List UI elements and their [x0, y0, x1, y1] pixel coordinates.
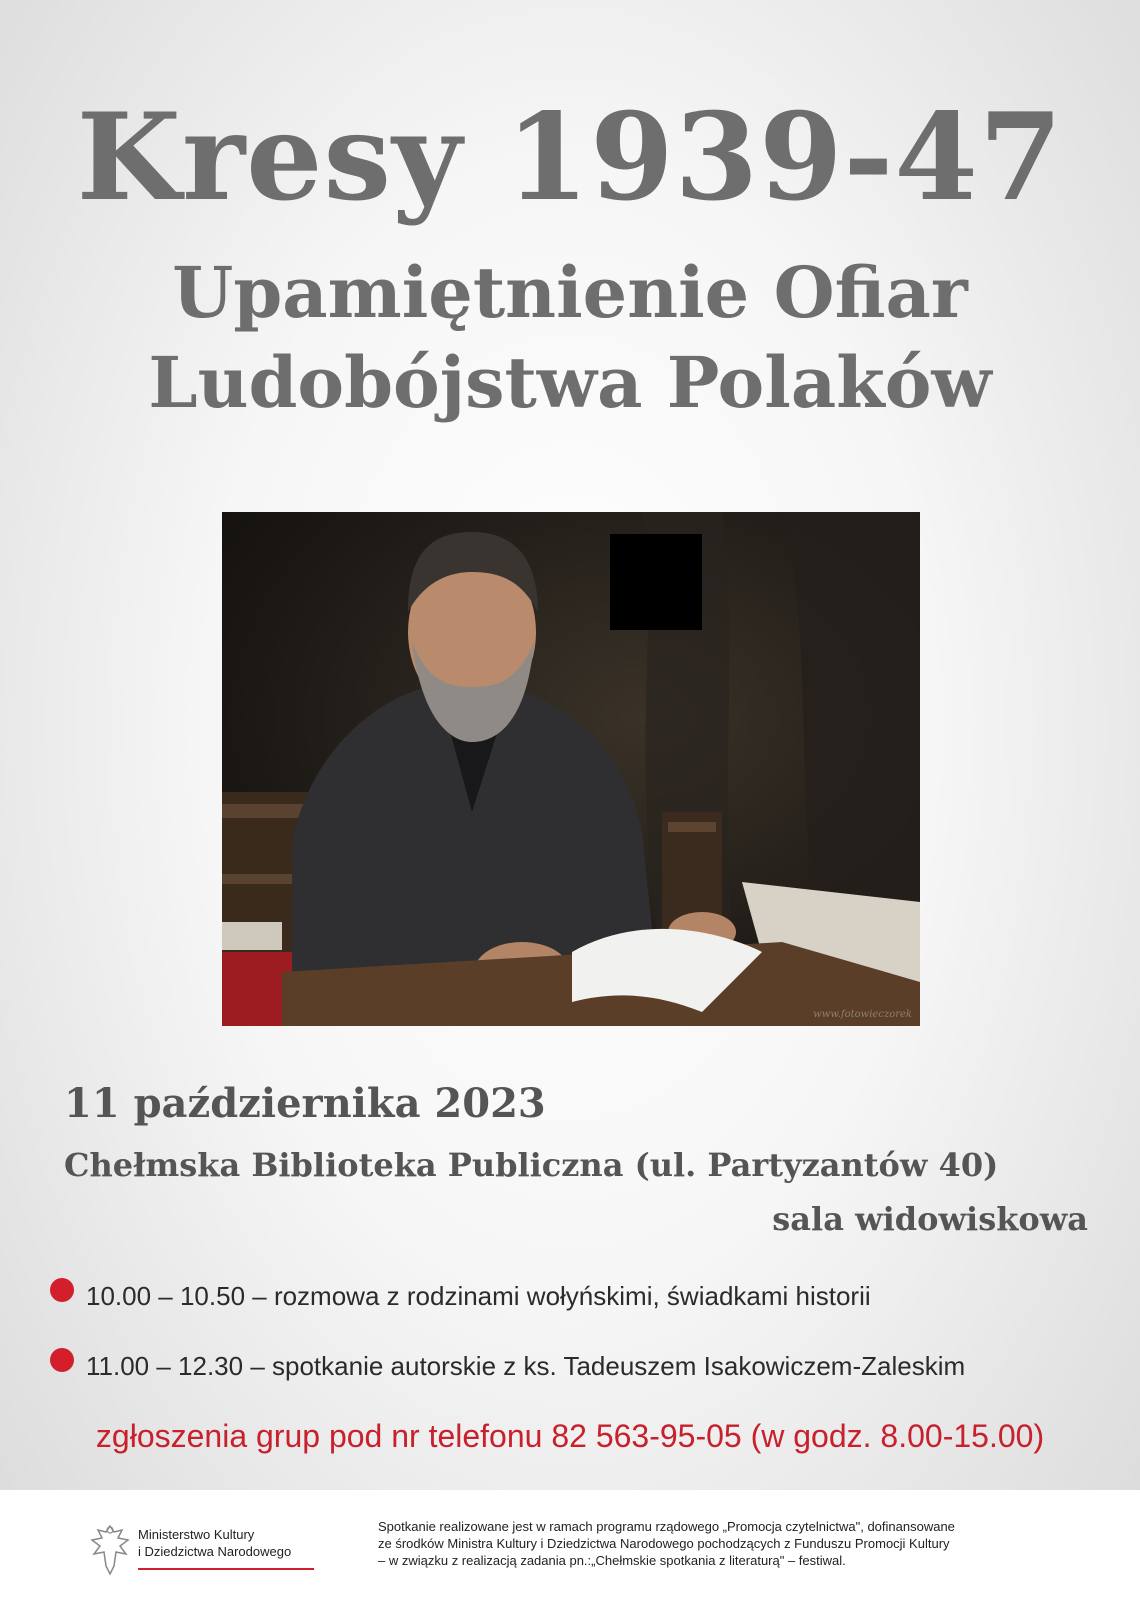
subtitle-line-2: Ludobójstwa Polaków [148, 341, 992, 424]
event-hall: sala widowiskowa [772, 1200, 1088, 1238]
funding-line: Spotkanie realizowane jest w ramach programu rządowego „Promocja czytelnictwa", dofinansowane [378, 1519, 955, 1534]
ministry-name-line-1: Ministerstwo Kultury [138, 1527, 255, 1542]
ministry-name-line-2: i Dziedzictwa Narodowego [138, 1544, 292, 1559]
speaker-illustration [222, 512, 920, 1026]
funding-line: ze środków Ministra Kultury i Dziedzictwa Narodowego pochodzących z Funduszu Promocji Kultury [378, 1536, 950, 1551]
ministry-name [138, 1526, 291, 1560]
contact-info: zgłoszenia grup pod nr telefonu 82 563-95-05 (w godz. 8.00-15.00) [95, 1418, 1045, 1454]
bullet-dot-icon [50, 1348, 74, 1372]
footer [0, 1490, 1140, 1614]
funding-note [378, 1518, 1108, 1569]
schedule-item [50, 1348, 965, 1384]
subtitle-line-1: Upamiętnienie Ofiar [172, 251, 968, 334]
speaker-photo [222, 512, 920, 1026]
schedule-item [50, 1278, 871, 1314]
event-date: 11 października 2023 [64, 1080, 546, 1127]
schedule-item-text: 10.00 – 10.50 – rozmowa z rodzinami wołyńskimi, świadkami historii [86, 1280, 871, 1311]
schedule-item-text: 11.00 – 12.30 – spotkanie autorskie z ks. Tadeuszem Isakowiczem-Zaleskim [86, 1350, 966, 1381]
ministry-logo [88, 1522, 328, 1582]
eagle-emblem-icon [88, 1522, 132, 1578]
main-title: Kresy 1939-47 [76, 87, 1064, 228]
bullet-dot-icon [50, 1278, 74, 1302]
logo-underline [138, 1568, 314, 1570]
funding-line: – w związku z realizacją zadania pn.:„Chełmskie spotkania z literaturą" – festiwal. [378, 1553, 846, 1568]
event-venue: Chełmska Biblioteka Publiczna (ul. Partyzantów 40) [64, 1146, 999, 1184]
photo-watermark: www.fotowieczorek [813, 1009, 912, 1020]
